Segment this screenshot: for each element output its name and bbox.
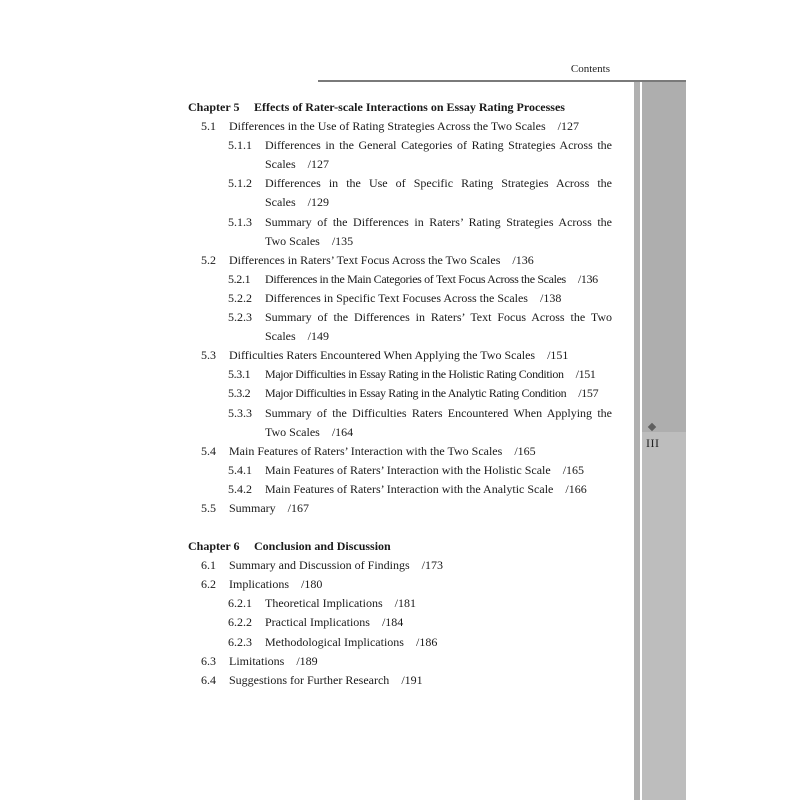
toc-entry[interactable] — [188, 480, 612, 499]
entry-number: 5.1 — [201, 119, 216, 134]
entry-title: Implications /180 — [229, 577, 323, 592]
entry-number: 5.1.1 — [228, 138, 252, 153]
entry-title: Suggestions for Further Research /191 — [229, 672, 423, 687]
entry-page: /181 — [394, 596, 416, 611]
entry-page: /138 — [539, 290, 562, 305]
entry-page: /191 — [401, 672, 423, 687]
header-rule — [318, 80, 686, 82]
toc-entry[interactable] — [188, 652, 612, 671]
entry-page: /165 — [562, 462, 585, 477]
entry-title: Summary and Discussion of Findings /173 — [229, 558, 444, 573]
entry-page: /166 — [565, 481, 587, 496]
toc-entry[interactable] — [188, 499, 612, 518]
entry-title: Theoretical Implications /181 — [265, 596, 416, 611]
toc-entry[interactable] — [188, 556, 612, 575]
entry-page: /127 — [307, 157, 329, 172]
toc-entry[interactable] — [188, 575, 612, 594]
entry-page: /136 — [512, 252, 534, 267]
entry-number: 5.2.3 — [228, 310, 252, 325]
entry-number: 6.3 — [201, 653, 216, 668]
entry-number: 6.1 — [201, 558, 216, 573]
entry-page: /165 — [514, 443, 536, 458]
toc-entry[interactable] — [188, 365, 612, 384]
chapter-label: Chapter 6 — [188, 539, 240, 554]
entry-number: 5.2.1 — [228, 271, 251, 286]
entry-title: Summary of the Difficulties Raters Encountered When Applying the Two Scales /164 — [265, 405, 612, 439]
entry-page: /149 — [307, 329, 329, 344]
chapter-title: Effects of Rater-scale Interactions on Essay Rating Processes — [254, 100, 565, 114]
chapter-heading[interactable] — [188, 98, 612, 117]
chapter-label: Chapter 5 — [188, 100, 240, 114]
toc-entry[interactable] — [188, 270, 612, 289]
entry-number: 5.1.3 — [228, 214, 252, 229]
toc-entry[interactable] — [188, 117, 612, 136]
entry-number: 5.5 — [201, 500, 216, 515]
entry-page: /173 — [421, 558, 444, 573]
entry-title: Summary /167 — [229, 500, 310, 515]
entry-page: /180 — [301, 577, 323, 592]
entry-number: 5.1.2 — [228, 176, 252, 191]
entry-page: /136 — [577, 271, 598, 286]
entry-page: /151 — [575, 367, 596, 382]
toc-entry[interactable] — [188, 671, 612, 690]
entry-number: 5.3.1 — [228, 367, 251, 382]
entry-title: Summary of the Differences in Raters’ Text Focus Across the Two Scales /149 — [265, 310, 612, 344]
chapter-heading[interactable] — [188, 537, 612, 556]
entry-title: Differences in Specific Text Focuses Across the Scales /138 — [265, 290, 562, 305]
entry-number: 5.2 — [201, 252, 216, 267]
entry-title: Differences in the Use of Specific Rating Strategies Across the Scales /129 — [265, 176, 612, 210]
toc-entry[interactable] — [188, 633, 612, 652]
entry-title: Main Features of Raters’ Interaction with the Two Scales /165 — [229, 443, 536, 458]
toc-entry[interactable] — [188, 308, 612, 346]
table-of-contents — [188, 98, 612, 690]
side-block-bottom — [642, 432, 686, 800]
entry-title: Differences in the General Categories of Rating Strategies Across the Scales /127 — [265, 138, 612, 172]
toc-entry[interactable] — [188, 384, 612, 403]
toc-entry[interactable] — [188, 461, 612, 480]
entry-number: 6.2.3 — [228, 634, 252, 649]
toc-entry[interactable] — [188, 346, 612, 365]
toc-entry[interactable] — [188, 442, 612, 461]
entry-number: 6.4 — [201, 672, 216, 687]
entry-title: Major Difficulties in Essay Rating in the Holistic Rating Condition /151 — [265, 367, 596, 382]
entry-page: /184 — [381, 615, 404, 630]
entry-title: Major Difficulties in Essay Rating in the Analytic Rating Condition /157 — [265, 386, 599, 401]
toc-entry[interactable] — [188, 213, 612, 251]
entry-title: Limitations /189 — [229, 653, 318, 668]
page-number: III — [646, 436, 660, 450]
toc-entry[interactable] — [188, 136, 612, 174]
entry-number: 5.4.2 — [228, 481, 252, 496]
entry-title: Main Features of Raters’ Interaction with the Analytic Scale /166 — [265, 481, 587, 496]
entry-title: Summary of the Differences in Raters’ Rating Strategies Across the Two Scales /135 — [265, 214, 612, 248]
chapter-title: Conclusion and Discussion — [254, 539, 391, 554]
entry-number: 5.3 — [201, 348, 216, 363]
entry-title: Differences in the Use of Rating Strategies Across the Two Scales /127 — [229, 119, 579, 134]
toc-entry[interactable] — [188, 404, 612, 442]
entry-page: /189 — [296, 653, 318, 668]
entry-title: Methodological Implications /186 — [265, 634, 438, 649]
entry-number: 6.2.1 — [228, 596, 252, 611]
entry-title: Difficulties Raters Encountered When Applying the Two Scales /151 — [229, 348, 569, 363]
toc-entry[interactable] — [188, 174, 612, 212]
toc-entry[interactable] — [188, 251, 612, 270]
entry-title: Differences in Raters’ Text Focus Across the Two Scales /136 — [229, 252, 534, 267]
toc-entry[interactable] — [188, 289, 612, 308]
entry-page: /127 — [557, 119, 579, 134]
entry-number: 5.4.1 — [228, 462, 252, 477]
entry-number: 5.2.2 — [228, 290, 252, 305]
entry-number: 6.2 — [201, 577, 216, 592]
entry-page: /157 — [578, 386, 599, 401]
entry-number: 5.3.3 — [228, 405, 252, 420]
side-block-top — [642, 82, 686, 432]
chapter-spacer — [188, 518, 612, 537]
toc-entry[interactable] — [188, 613, 612, 632]
entry-page: /164 — [331, 424, 354, 439]
entry-page: /135 — [331, 233, 354, 248]
entry-title: Practical Implications /184 — [265, 615, 404, 630]
entry-page: /129 — [307, 195, 329, 210]
entry-page: /186 — [415, 634, 438, 649]
entry-page: /151 — [547, 348, 569, 363]
entry-title: Main Features of Raters’ Interaction with the Holistic Scale /165 — [265, 462, 585, 477]
entry-number: 6.2.2 — [228, 615, 252, 630]
toc-entry[interactable] — [188, 594, 612, 613]
entry-page: /167 — [287, 500, 310, 515]
entry-title: Differences in the Main Categories of Text Focus Across the Scales /136 — [265, 271, 598, 286]
running-header-title: Contents — [570, 63, 610, 75]
entry-number: 5.4 — [201, 443, 216, 458]
entry-number: 5.3.2 — [228, 386, 251, 401]
